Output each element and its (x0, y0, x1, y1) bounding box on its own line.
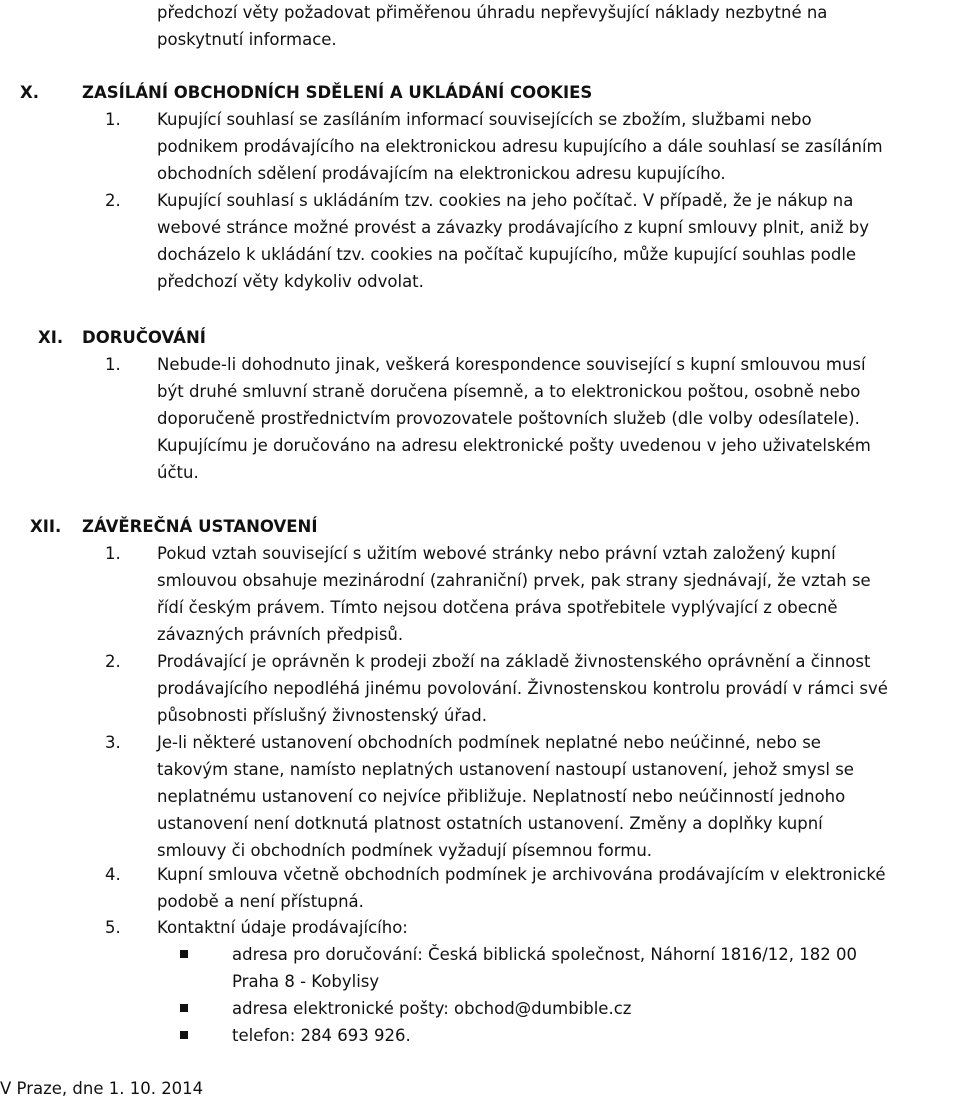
item-number: 5. (105, 918, 121, 937)
bullet-line: adresa pro doručování: Česká biblická společnost, Náhorní 1816/12, 182 00 (232, 945, 857, 964)
section-number: XI. (38, 328, 64, 347)
place-date: V Praze, dne 1. 10. 2014 (0, 1079, 204, 1098)
item-line: smlouvy či obchodních podmínek vyžadují písemnou formu. (157, 841, 653, 860)
square-bullet-icon (180, 950, 188, 958)
section-title: DORUČOVÁNÍ (82, 328, 206, 347)
item-number: 1. (105, 110, 121, 129)
item-line: obchodních sdělení prodávajícím na elektronickou adresu kupujícího. (157, 164, 726, 183)
item-line: podobě a není přístupná. (157, 892, 364, 911)
square-bullet-icon (180, 1004, 188, 1012)
item-line: doporučeně prostřednictvím provozovatele poštovních služeb (dle volby odesílatele). (157, 409, 860, 428)
item-line: být druhé smluvní straně doručena písemně, a to elektronickou poštou, osobně nebo (157, 382, 861, 401)
item-line: Kupující souhlasí se zasíláním informací souvisejících se zbožím, službami nebo (157, 110, 812, 129)
square-bullet-icon (180, 1031, 188, 1039)
item-line: Kupujícímu je doručováno na adresu elektronické pošty uvedenou v jeho uživatelském (157, 436, 871, 455)
item-number: 1. (105, 544, 121, 563)
section-number: XII. (30, 517, 62, 536)
item-line: ustanovení není dotknutá platnost ostatních ustanovení. Změny a doplňky kupní (157, 814, 823, 833)
item-line: smlouvou obsahuje mezinárodní (zahraniční) prvek, pak strany sjednávají, že vztah se (157, 571, 871, 590)
item-line: Kupní smlouva včetně obchodních podmínek je archivována prodávajícím v elektronické (157, 865, 886, 884)
item-number: 4. (105, 865, 121, 884)
item-line: webové stránce možné provést a závazky prodávajícího z kupní smlouvy plnit, aniž by (157, 218, 869, 237)
item-number: 1. (105, 355, 121, 374)
item-line: Kontaktní údaje prodávajícího: (157, 918, 408, 937)
bullet-line: adresa elektronické pošty: obchod@dumbible.cz (232, 999, 632, 1018)
item-number: 2. (105, 652, 121, 671)
item-line: Kupující souhlasí s ukládáním tzv. cookies na jeho počítač. V případě, že je nákup na (157, 191, 854, 210)
item-number: 2. (105, 191, 121, 210)
bullet-line: Praha 8 - Kobylisy (232, 972, 380, 991)
section-title: ZASÍLÁNÍ OBCHODNÍCH SDĚLENÍ A UKLÁDÁNÍ COOKIES (82, 83, 593, 102)
bullet-line: telefon: 284 693 926. (232, 1026, 411, 1045)
item-line: podnikem prodávajícího na elektronickou adresu kupujícího a dále souhlasí se zasíláním (157, 137, 883, 156)
item-line: Prodávající je oprávněn k prodeji zboží na základě živnostenského oprávnění a činnost (157, 652, 871, 671)
item-line: závazných právních předpisů. (157, 625, 404, 644)
item-line: účtu. (157, 463, 199, 482)
item-line: Je-li některé ustanovení obchodních podmínek neplatné nebo neúčinné, nebo se (157, 733, 821, 752)
section-title: ZÁVĚREČNÁ USTANOVENÍ (82, 517, 318, 536)
item-line: takovým stane, namísto neplatných ustanovení nastoupí ustanovení, jehož smysl se (157, 760, 854, 779)
item-line: docházelo k ukládání tzv. cookies na počítač kupujícího, může kupující souhlas podle (157, 245, 857, 264)
item-line: předchozí věty kdykoliv odvolat. (157, 272, 424, 291)
item-line: Nebude-li dohodnuto jinak, veškerá korespondence související s kupní smlouvou musí (157, 355, 866, 374)
section-number: X. (20, 83, 39, 102)
item-number: 3. (105, 733, 121, 752)
intro-line: předchozí věty požadovat přiměřenou úhradu nepřevyšující náklady nezbytné na (157, 3, 828, 22)
item-line: Pokud vztah související s užitím webové stránky nebo právní vztah založený kupní (157, 544, 836, 563)
item-line: neplatnému ustanovení co nejvíce přibližuje. Neplatností nebo neúčinností jednoho (157, 787, 846, 806)
intro-line: poskytnutí informace. (157, 30, 337, 49)
item-line: působnosti příslušný živnostenský úřad. (157, 706, 487, 725)
item-line: řídí českým právem. Tímto nejsou dotčena práva spotřebitele vyplývající z obecně (157, 598, 838, 617)
item-line: prodávajícího nepodléhá jinému povolování. Živnostenskou kontrolu provádí v rámci své (157, 679, 888, 698)
